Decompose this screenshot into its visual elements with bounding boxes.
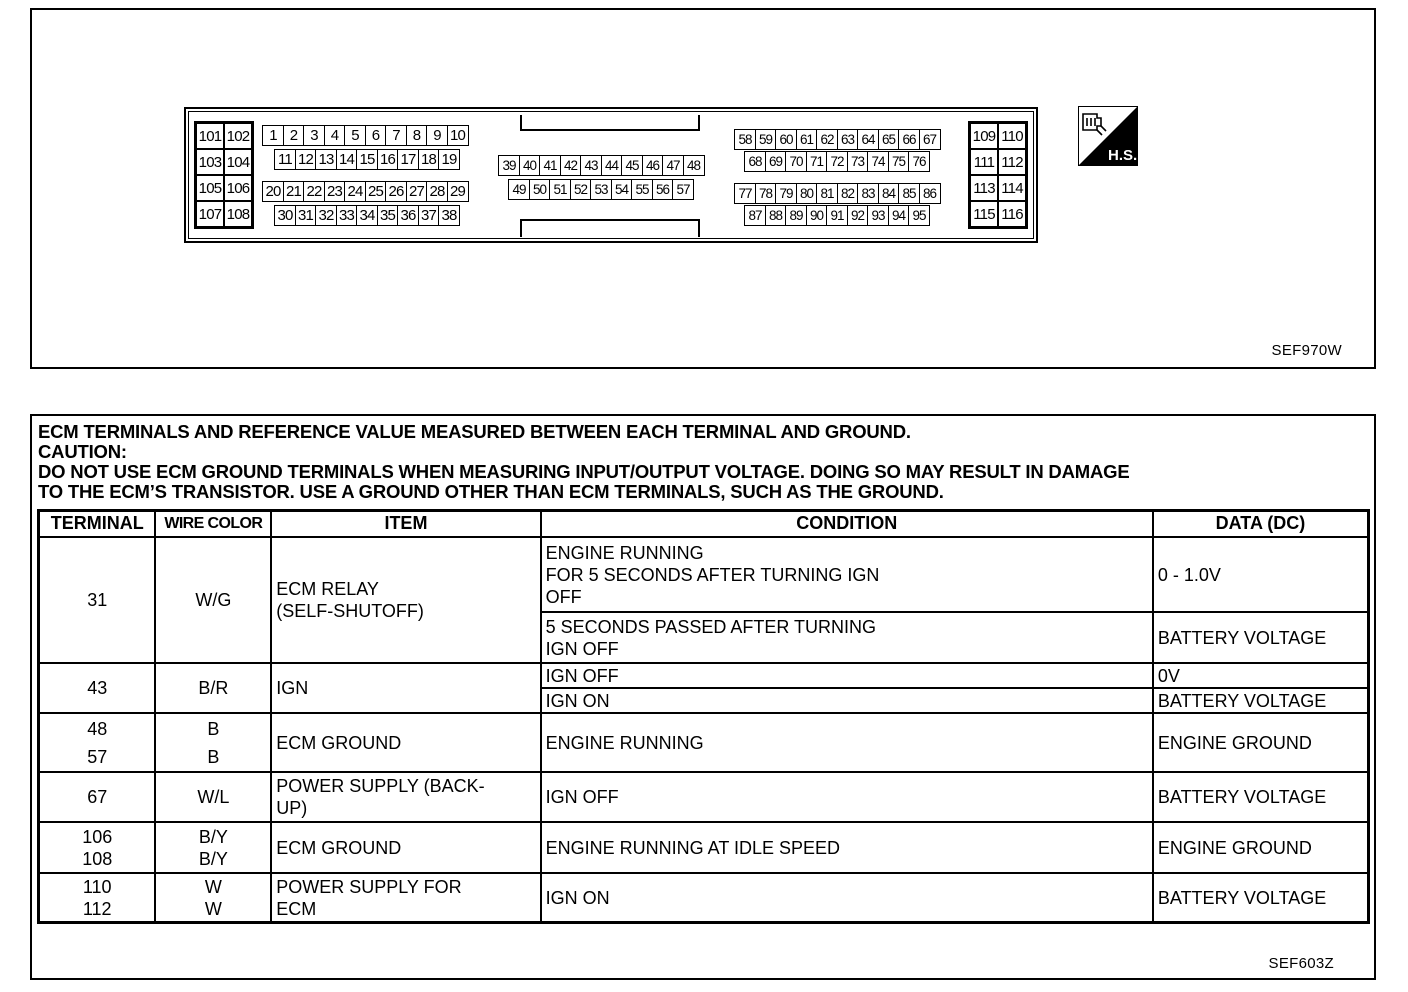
pin-108: 108: [224, 201, 252, 227]
pin-71: 71: [806, 151, 828, 172]
pin-57: 57: [672, 179, 694, 200]
data-cell: BATTERY VOLTAGE: [1153, 772, 1369, 822]
condition-cell: ENGINE RUNNING AT IDLE SPEED: [541, 822, 1153, 873]
pin-83: 83: [857, 183, 879, 204]
pin-92: 92: [847, 205, 869, 226]
pin-94: 94: [888, 205, 910, 226]
pin-32: 32: [315, 205, 337, 226]
pin-50: 50: [529, 179, 551, 200]
terminal-cell: 48 57: [39, 713, 156, 772]
pin-27: 27: [406, 181, 428, 202]
pin-88: 88: [765, 205, 787, 226]
col-condition: CONDITION: [541, 511, 1153, 537]
pin-78: 78: [755, 183, 777, 204]
pin-6: 6: [365, 125, 387, 146]
condition-cell: IGN OFF: [541, 663, 1153, 688]
terminal-cell: 106 108: [39, 822, 156, 873]
data-cell: BATTERY VOLTAGE: [1153, 688, 1369, 713]
pin-18: 18: [418, 149, 440, 170]
pin-111: 111: [970, 149, 998, 175]
pin-104: 104: [224, 149, 252, 175]
pin-84: 84: [878, 183, 900, 204]
col-data: DATA (DC): [1153, 511, 1369, 537]
pin-30: 30: [274, 205, 296, 226]
pin-75: 75: [888, 151, 910, 172]
pin-52: 52: [570, 179, 592, 200]
pin-95: 95: [908, 205, 930, 226]
condition-cell: IGN OFF: [541, 772, 1153, 822]
terminal-cell: 67: [39, 772, 156, 822]
pin-3: 3: [303, 125, 325, 146]
pin-109: 109: [970, 123, 998, 149]
terminal-table: [37, 509, 1370, 924]
condition-cell: ENGINE RUNNING: [541, 713, 1153, 772]
pin-13: 13: [315, 149, 337, 170]
wire-cell: W W: [155, 873, 271, 923]
pin-row-2: [274, 149, 459, 170]
pin-87: 87: [744, 205, 766, 226]
wire-cell: W/G: [155, 537, 271, 663]
wire-cell: B/R: [155, 663, 271, 713]
pin-114: 114: [998, 175, 1026, 201]
pin-row-9: [734, 183, 939, 204]
pin-row-1: [262, 125, 467, 146]
item-cell: POWER SUPPLY FOR ECM: [271, 873, 540, 923]
pin-63: 63: [837, 129, 859, 150]
pin-70: 70: [785, 151, 807, 172]
pin-101: 101: [196, 123, 224, 149]
pin-106: 106: [224, 175, 252, 201]
item-cell: IGN: [271, 663, 540, 713]
table-header-text: [38, 422, 1129, 502]
pin-62: 62: [816, 129, 838, 150]
table-row: [39, 873, 1369, 923]
pin-4: 4: [324, 125, 346, 146]
pin-24: 24: [344, 181, 366, 202]
col-wire-color: WIRE COLOR: [155, 511, 271, 537]
pin-64: 64: [857, 129, 879, 150]
wire-cell: B/Y B/Y: [155, 822, 271, 873]
terminal-table-panel: [30, 414, 1376, 980]
pin-48: 48: [683, 155, 705, 176]
pin-80: 80: [796, 183, 818, 204]
latch-bottom: [520, 219, 700, 237]
data-cell: BATTERY VOLTAGE: [1153, 873, 1369, 923]
pin-59: 59: [755, 129, 777, 150]
pin-39: 39: [498, 155, 520, 176]
table-header-row: [39, 511, 1369, 537]
condition-cell: ENGINE RUNNING FOR 5 SECONDS AFTER TURNING IGN OFF: [541, 537, 1153, 612]
data-cell: ENGINE GROUND: [1153, 822, 1369, 873]
pin-20: 20: [262, 181, 284, 202]
terminal-cell: 43: [39, 663, 156, 713]
data-cell: 0 - 1.0V: [1153, 537, 1369, 612]
pin-37: 37: [418, 205, 440, 226]
pin-41: 41: [539, 155, 561, 176]
pin-55: 55: [631, 179, 653, 200]
pin-row-5: [498, 155, 703, 176]
pin-79: 79: [775, 183, 797, 204]
table-row: [39, 663, 1369, 688]
pin-77: 77: [734, 183, 756, 204]
pin-43: 43: [580, 155, 602, 176]
pin-12: 12: [295, 149, 317, 170]
pin-19: 19: [438, 149, 460, 170]
pin-17: 17: [397, 149, 419, 170]
pin-9: 9: [426, 125, 448, 146]
connector-diagram-panel: [30, 8, 1376, 369]
pin-5: 5: [344, 125, 366, 146]
condition-cell: IGN ON: [541, 688, 1153, 713]
pin-46: 46: [642, 155, 664, 176]
pin-58: 58: [734, 129, 756, 150]
pin-105: 105: [196, 175, 224, 201]
pin-113: 113: [970, 175, 998, 201]
pin-72: 72: [826, 151, 848, 172]
pin-23: 23: [324, 181, 346, 202]
pin-51: 51: [549, 179, 571, 200]
pin-31: 31: [295, 205, 317, 226]
terminal-cell: 110 112: [39, 873, 156, 923]
pin-45: 45: [621, 155, 643, 176]
table-row: [39, 772, 1369, 822]
pin-2: 2: [283, 125, 305, 146]
data-cell: 0V: [1153, 663, 1369, 688]
pin-49: 49: [508, 179, 530, 200]
pin-67: 67: [919, 129, 941, 150]
pin-33: 33: [336, 205, 358, 226]
pin-115: 115: [970, 201, 998, 227]
hs-label: H.S.: [1108, 147, 1138, 164]
pin-85: 85: [898, 183, 920, 204]
pin-60: 60: [775, 129, 797, 150]
pin-row-4: [274, 205, 459, 226]
pin-row-8: [744, 151, 929, 172]
header-line: CAUTION:: [38, 441, 127, 462]
wire-cell: W/L: [155, 772, 271, 822]
header-line: DO NOT USE ECM GROUND TERMINALS WHEN MEASURING INPUT/OUTPUT VOLTAGE. DOING SO MAY RESULT IN DAMAGE: [38, 461, 1130, 482]
data-cell: BATTERY VOLTAGE: [1153, 612, 1369, 663]
pin-1: 1: [262, 125, 284, 146]
pin-35: 35: [377, 205, 399, 226]
condition-cell: IGN ON: [541, 873, 1153, 923]
pin-47: 47: [662, 155, 684, 176]
pin-row-7: [734, 129, 939, 150]
pin-81: 81: [816, 183, 838, 204]
pin-22: 22: [303, 181, 325, 202]
pin-block-right: [968, 121, 1028, 229]
pin-91: 91: [826, 205, 848, 226]
pin-53: 53: [590, 179, 612, 200]
pin-107: 107: [196, 201, 224, 227]
pin-44: 44: [601, 155, 623, 176]
pin-36: 36: [397, 205, 419, 226]
pin-69: 69: [765, 151, 787, 172]
condition-cell: 5 SECONDS PASSED AFTER TURNING IGN OFF: [541, 612, 1153, 663]
header-line: TO THE ECM’S TRANSISTOR. USE A GROUND OTHER THAN ECM TERMINALS, SUCH AS THE GROUND.: [38, 481, 944, 502]
pin-102: 102: [224, 123, 252, 149]
ecm-connector: [184, 107, 1038, 243]
harness-side-icon: [1078, 106, 1138, 166]
pin-56: 56: [652, 179, 674, 200]
item-cell: POWER SUPPLY (BACK- UP): [271, 772, 540, 822]
pin-89: 89: [785, 205, 807, 226]
pin-row-6: [508, 179, 693, 200]
item-cell: ECM GROUND: [271, 713, 540, 772]
pin-93: 93: [867, 205, 889, 226]
col-terminal: TERMINAL: [39, 511, 156, 537]
pin-112: 112: [998, 149, 1026, 175]
pin-86: 86: [919, 183, 941, 204]
pin-7: 7: [385, 125, 407, 146]
pin-10: 10: [447, 125, 469, 146]
pin-block-left: [194, 121, 254, 229]
pin-34: 34: [356, 205, 378, 226]
wire-cell: B B: [155, 713, 271, 772]
pin-82: 82: [837, 183, 859, 204]
pin-row-3: [262, 181, 467, 202]
pin-16: 16: [377, 149, 399, 170]
latch-top: [520, 115, 700, 131]
pin-8: 8: [406, 125, 428, 146]
col-item: ITEM: [271, 511, 540, 537]
pin-116: 116: [998, 201, 1026, 227]
table-row: [39, 822, 1369, 873]
item-cell: ECM RELAY (SELF-SHUTOFF): [271, 537, 540, 663]
figure-id-top: SEF970W: [1271, 342, 1342, 359]
pin-40: 40: [519, 155, 541, 176]
pin-21: 21: [283, 181, 305, 202]
pin-11: 11: [274, 149, 296, 170]
header-line: ECM TERMINALS AND REFERENCE VALUE MEASURED BETWEEN EACH TERMINAL AND GROUND.: [38, 421, 911, 442]
pin-74: 74: [867, 151, 889, 172]
pin-26: 26: [385, 181, 407, 202]
pin-38: 38: [438, 205, 460, 226]
pin-76: 76: [908, 151, 930, 172]
table-row: [39, 713, 1369, 772]
pin-68: 68: [744, 151, 766, 172]
pin-14: 14: [336, 149, 358, 170]
terminal-cell: 31: [39, 537, 156, 663]
pin-29: 29: [447, 181, 469, 202]
pin-90: 90: [806, 205, 828, 226]
pin-25: 25: [365, 181, 387, 202]
data-cell: ENGINE GROUND: [1153, 713, 1369, 772]
pin-66: 66: [898, 129, 920, 150]
pin-15: 15: [356, 149, 378, 170]
pin-103: 103: [196, 149, 224, 175]
figure-id-bottom: SEF603Z: [1268, 955, 1334, 972]
pin-54: 54: [611, 179, 633, 200]
item-cell: ECM GROUND: [271, 822, 540, 873]
pin-73: 73: [847, 151, 869, 172]
pin-row-10: [744, 205, 929, 226]
pin-61: 61: [796, 129, 818, 150]
pin-110: 110: [998, 123, 1026, 149]
table-row: [39, 537, 1369, 612]
pin-65: 65: [878, 129, 900, 150]
pin-42: 42: [560, 155, 582, 176]
pin-28: 28: [426, 181, 448, 202]
